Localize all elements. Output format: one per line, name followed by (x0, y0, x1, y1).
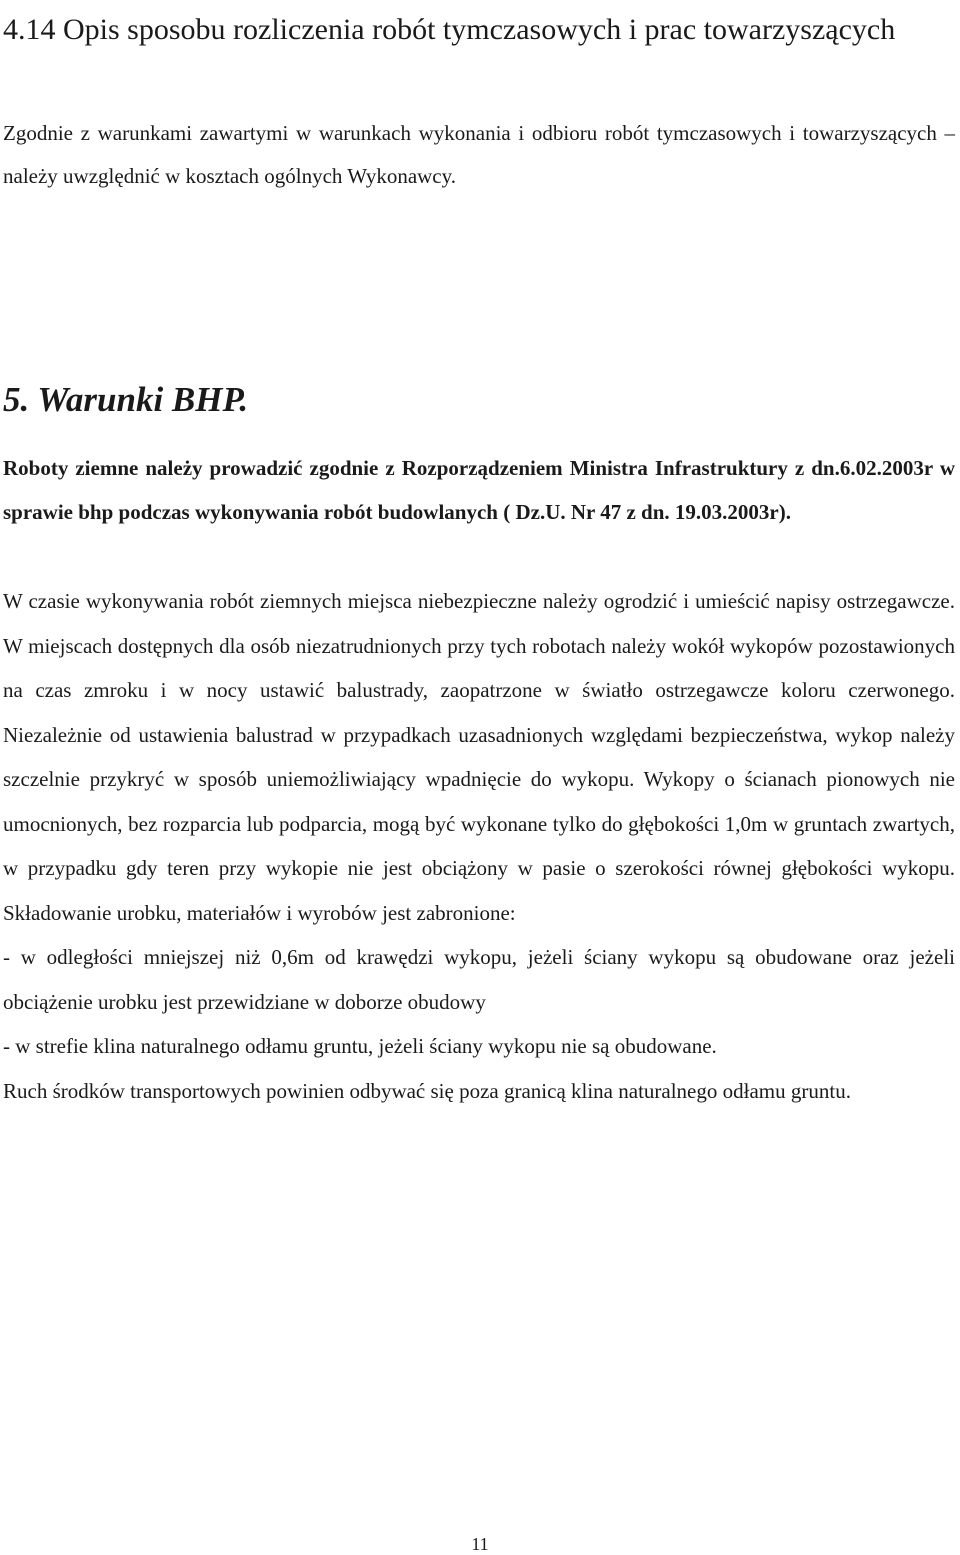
list-item: - w odległości mniejszej niż 0,6m od krawędzi wykopu, jeżeli ściany wykopu są obudowane oraz jeżeli obciążenie urobku jest przewidziane w doborze obudowy (3, 945, 955, 1014)
bhp-paragraph: W czasie wykonywania robót ziemnych miejsca niebezpieczne należy ogrodzić i umieścić napisy ostrzegawcze. W miejscach dostępnych dla osób niezatrudnionych przy tych robotach należy wokół wykopów pozostawionych na czas zmroku i w nocy ustawić balustrady, zaopatrzone w światło ostrzegawcze koloru czerwonego. Niezależnie od ustawienia balustrad w przypadkach uzasadnionych względami bezpieczeństwa, wykop należy szczelnie przykryć w sposób uniemożliwiający wpadnięcie do wykopu. Wykopy o ścianach pionowych nie umocnionych, bez rozparcia lub podparcia, mogą być wykonane tylko do głębokości 1,0m w gruntach zwartych, w przypadku gdy teren przy wykopie nie jest obciążony w pasie o szerokości równej głębokości wykopu. Składowanie urobku, materiałów i wyrobów jest zabronione: (3, 589, 955, 925)
section-5-heading: 5. Warunki BHP. (3, 380, 249, 419)
section-4-14-text: Zgodnie z warunkami zawartymi w warunkach wykonania i odbioru robót tymczasowych i towarzyszących –należy uwzględnić w kosztach ogólnych Wykonawcy. (3, 121, 955, 188)
bhp-body (3, 579, 955, 1113)
page-number: 11 (471, 1534, 489, 1554)
regulation-reference: Roboty ziemne należy prowadzić zgodnie z Rozporządzeniem Ministra Infrastruktury z dn.6.02.2003r w sprawie bhp podczas wykonywania robót budowlanych ( Dz.U. Nr 47 z dn. 19.03.2003r). (3, 456, 955, 524)
list-item: - w strefie klina naturalnego odłamu gruntu, jeżeli ściany wykopu nie są obudowane. (3, 1034, 717, 1058)
section-4-14-heading: 4.14 Opis sposobu rozliczenia robót tymczasowych i prac towarzyszących (3, 13, 896, 46)
closing-paragraph: Ruch środków transportowych powinien odbywać się poza granicą klina naturalnego odłamu gruntu. (3, 1078, 851, 1103)
